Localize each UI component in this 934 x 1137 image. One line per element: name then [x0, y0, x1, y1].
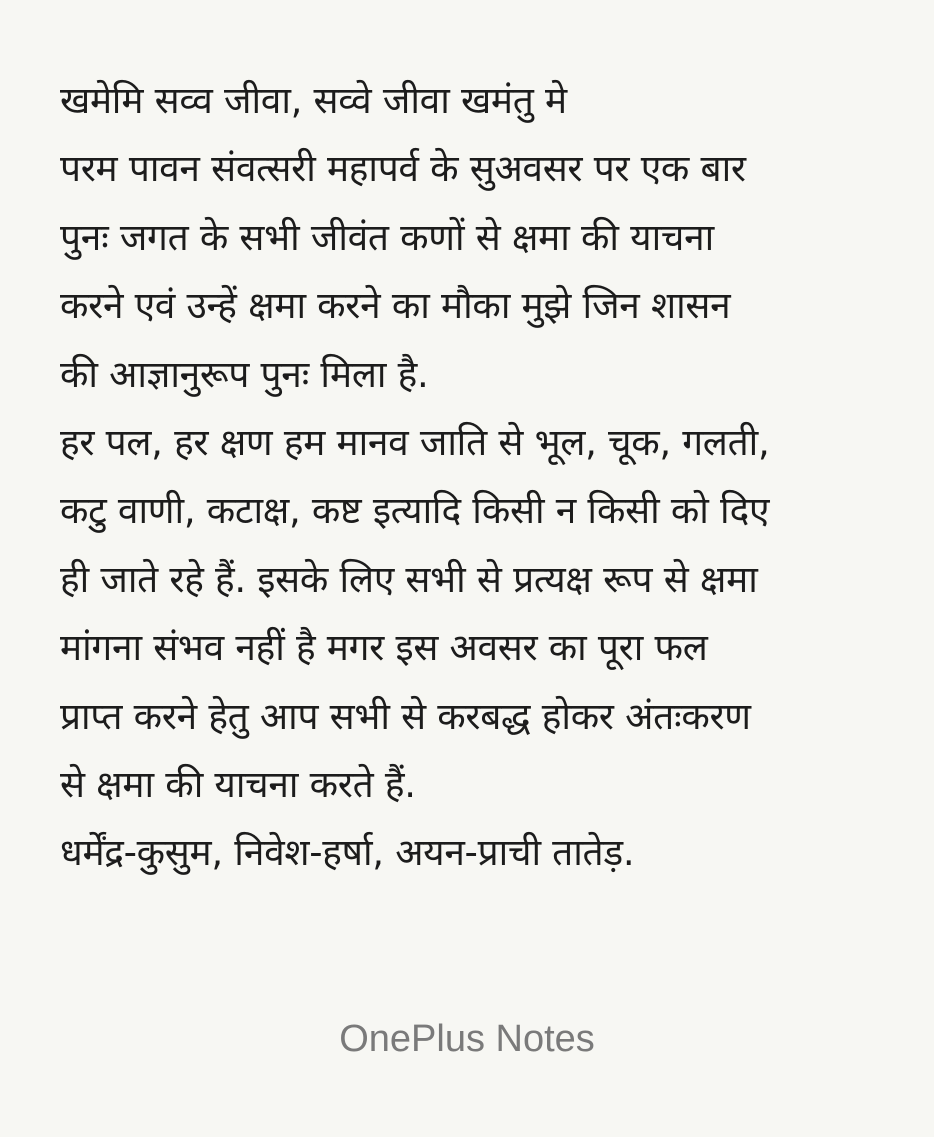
note-line: धर्मेंद्र-कुसुम, निवेश-हर्षा, अयन-प्राची तातेड़. [60, 831, 635, 875]
oneplus-notes-watermark: OnePlus Notes [339, 1018, 595, 1060]
note-line: प्राप्त करने हेतु आप सभी से करबद्ध होकर अंतःकरण [60, 694, 751, 738]
note-line: पुनः जगत के सभी जीवंत कणों से क्षमा की याचना [60, 215, 714, 259]
note-line: कटु वाणी, कटाक्ष, कष्ट इत्यादि किसी न किसी को दिए [60, 489, 770, 533]
note-line: खमेमि सव्व जीवा, सव्वे जीवा खमंतु मे [60, 79, 567, 122]
note-line: परम पावन संवत्सरी महापर्व के सुअवसर पर एक बार [60, 147, 746, 191]
note-line: ही जाते रहे हैं. इसके लिए सभी से प्रत्यक्ष रूप से क्षमा [60, 557, 758, 601]
note-line: की आज्ञानुरूप पुनः मिला है. [60, 352, 429, 396]
note-body[interactable] [60, 72, 900, 893]
note-line: मांगना संभव नहीं है मगर इस अवसर का पूरा फल [60, 626, 708, 670]
note-line: करने एवं उन्हें क्षमा करने का मौका मुझे जिन शासन [60, 284, 731, 328]
note-line: हर पल, हर क्षण हम मानव जाति से भूल, चूक, गलती, [60, 420, 770, 464]
note-line: से क्षमा की याचना करते हैं. [60, 762, 416, 806]
